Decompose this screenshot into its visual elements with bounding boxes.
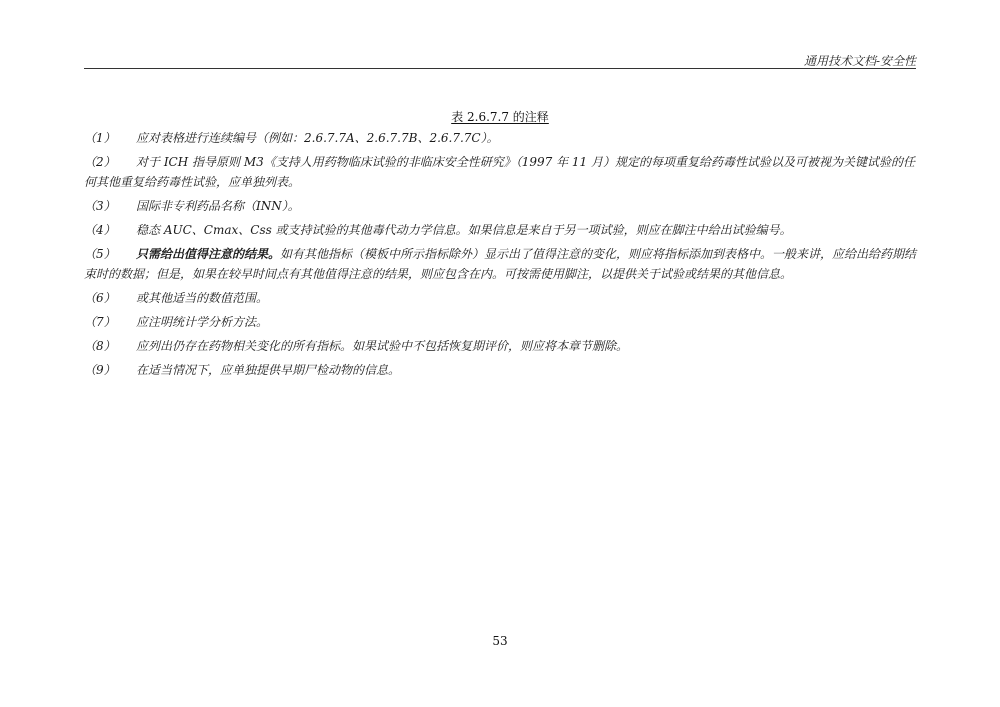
page-number: 53 <box>492 634 508 648</box>
note-text: 对于 ICH 指导原则 M3《支持人用药物临床试验的非临床安全性研究》（1997 年 11 月）规定的每项重复给药毒性试验以及可被视为关键试验的任何其他重复给药毒性试验，应单独列表。 <box>84 155 916 189</box>
note-text: 如有其他指标（模板中所示指标除外）显示出了值得注意的变化，则应将指标添加到表格中。一般来讲，应给出给药期结束时的数据；但是，如果在较早时间点有其他值得注意的结果，则应包含在内。可按需使用脚注，以提供关于试验或结果的其他信息。 <box>84 247 917 281</box>
table-caption <box>84 108 916 125</box>
note-text: 应注明统计学分析方法。 <box>136 315 269 329</box>
note-item <box>84 196 920 216</box>
note-number: （1） <box>84 131 116 145</box>
note-text: 国际非专利药品名称（INN）。 <box>136 199 300 213</box>
note-emphasis: 只需给出值得注意的结果。 <box>136 247 281 261</box>
notes-list <box>84 128 920 384</box>
note-text: 或其他适当的数值范围。 <box>136 291 269 305</box>
note-item <box>84 360 920 380</box>
note-item <box>84 336 920 356</box>
note-number: （4） <box>84 223 116 237</box>
note-text: 应对表格进行连续编号（例如：2.6.7.7A、2.6.7.7B、2.6.7.7C）。 <box>136 131 499 145</box>
note-item <box>84 152 920 192</box>
note-number: （8） <box>84 339 116 353</box>
note-text: 在适当情况下，应单独提供早期尸检动物的信息。 <box>136 363 401 377</box>
note-text: 应列出仍存在药物相关变化的所有指标。如果试验中不包括恢复期评价，则应将本章节删除。 <box>136 339 629 353</box>
note-number: （6） <box>84 291 116 305</box>
note-item <box>84 288 920 308</box>
note-item <box>84 244 920 284</box>
note-number: （7） <box>84 315 116 329</box>
note-number: （5） <box>84 247 116 261</box>
note-number: （3） <box>84 199 116 213</box>
note-text: 稳态 AUC、Cmax、Css 或支持试验的其他毒代动力学信息。如果信息是来自于另一项试验，则应在脚注中给出试验编号。 <box>136 223 792 237</box>
note-item <box>84 312 920 332</box>
header-rule <box>84 68 916 69</box>
note-number: （2） <box>84 155 116 169</box>
note-item <box>84 128 920 148</box>
note-item <box>84 220 920 240</box>
note-number: （9） <box>84 363 116 377</box>
running-header: 通用技术文档-安全性 <box>803 54 916 68</box>
table-caption-text: 表 2.6.7.7 的注释 <box>451 110 549 124</box>
